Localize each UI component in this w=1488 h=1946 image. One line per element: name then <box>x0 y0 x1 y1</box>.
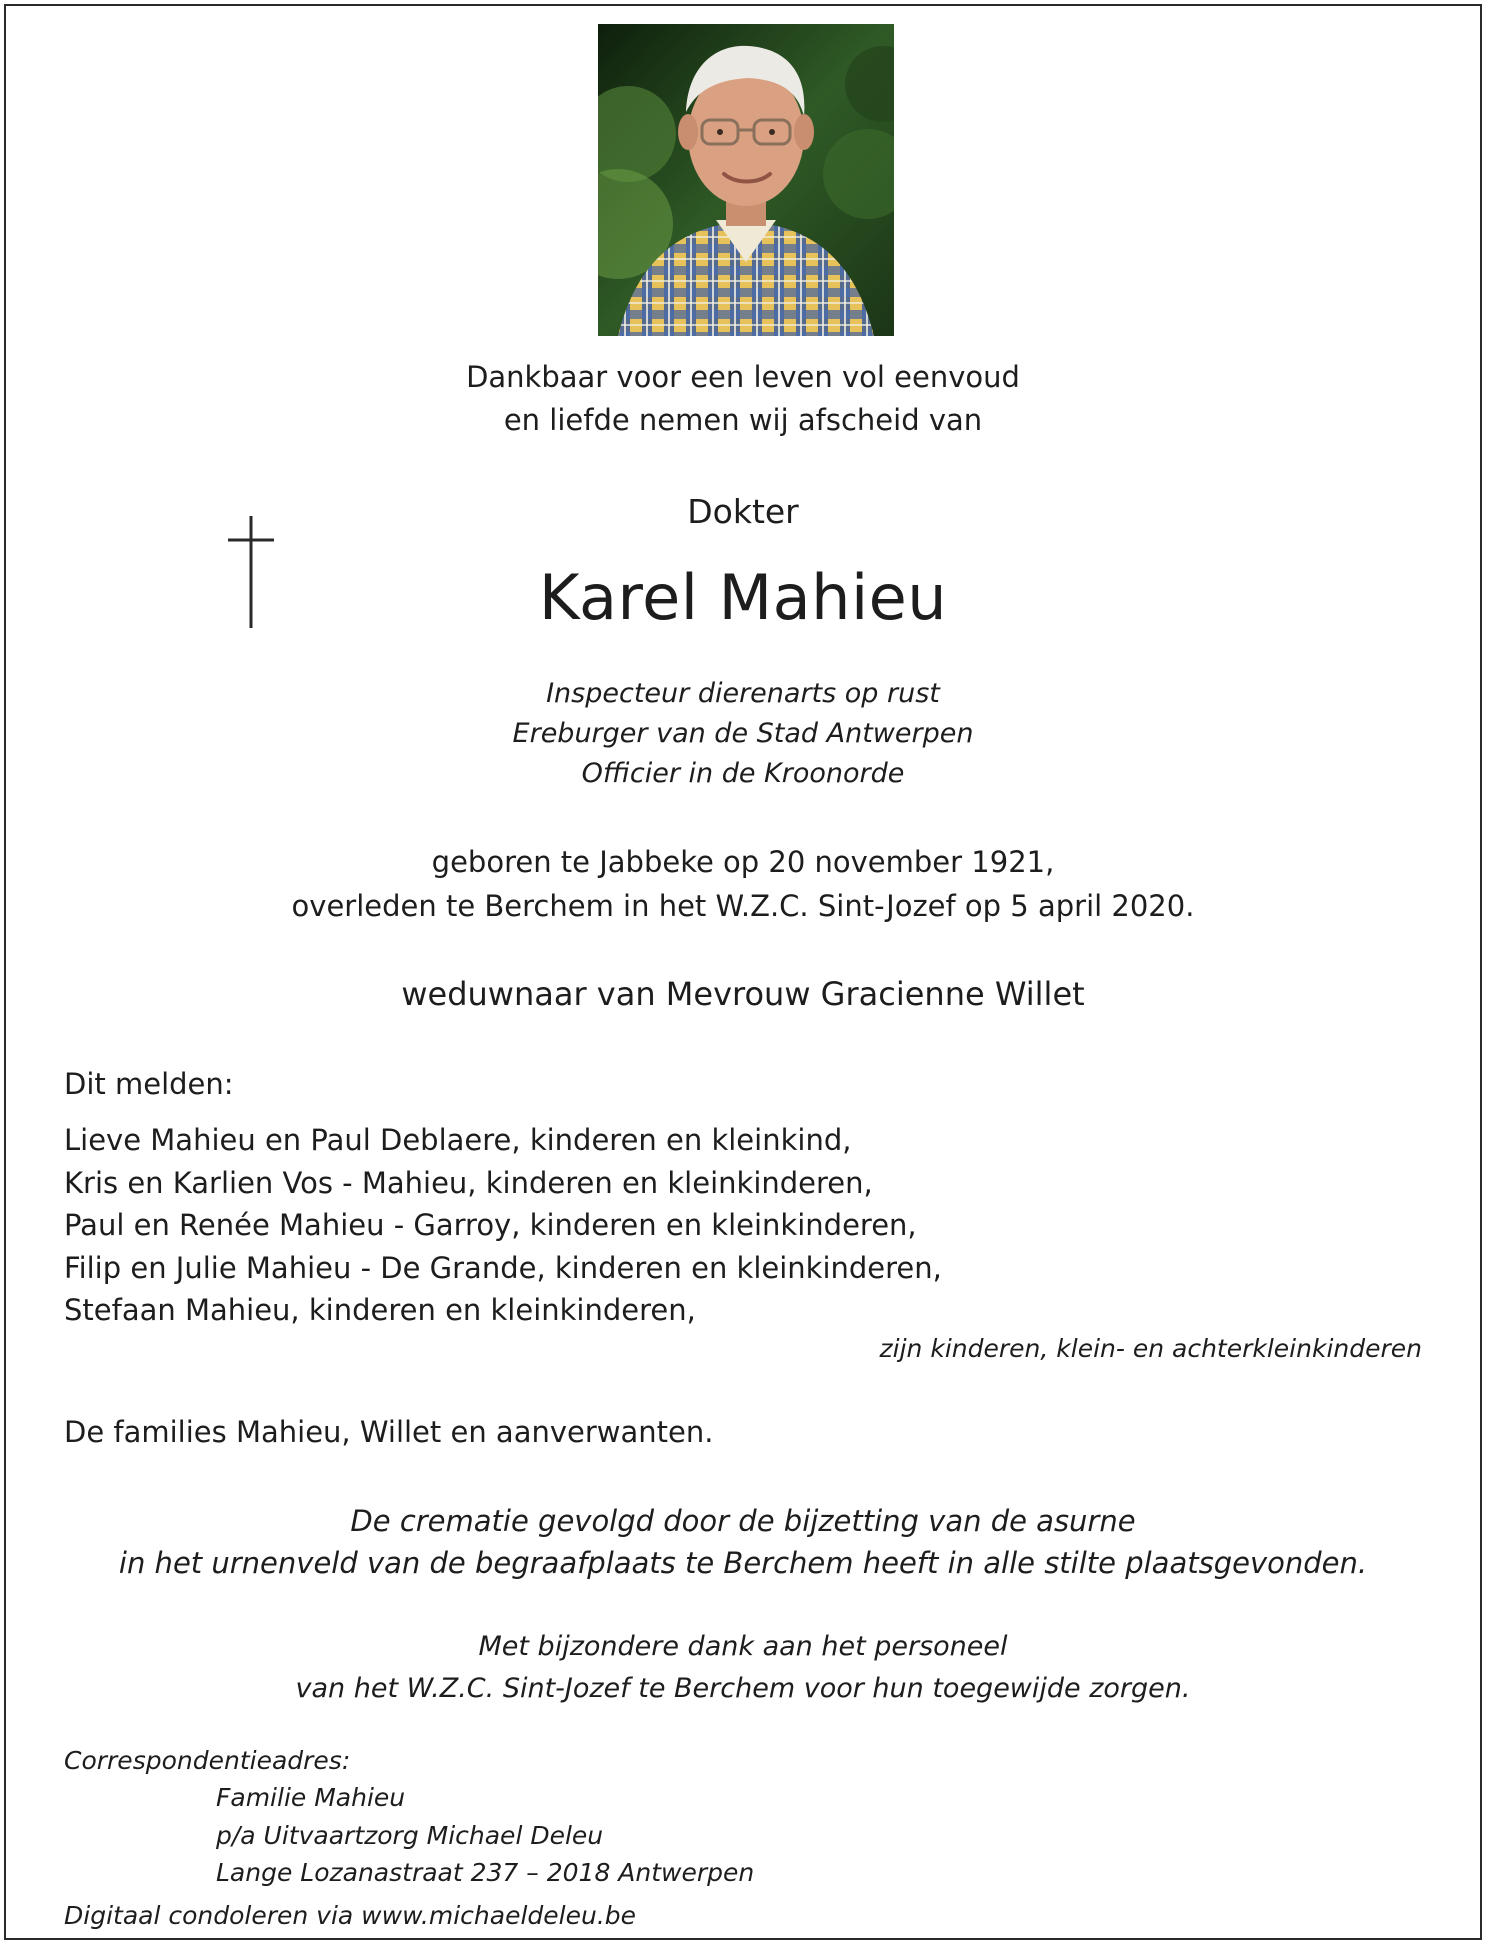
deceased-title: Dokter <box>687 492 799 531</box>
birth-line: geboren te Jabbeke op 20 november 1921, <box>431 845 1055 879</box>
family-line: Filip en Julie Mahieu - De Grande, kinderen en kleinkinderen, <box>64 1250 942 1285</box>
address-line: p/a Uitvaartzorg Michael Deleu <box>216 1820 604 1850</box>
correspondence-label: Correspondentieadres: <box>64 1746 351 1775</box>
extended-families: De families Mahieu, Willet en aanverwanten. <box>64 1415 714 1449</box>
address-line: Lange Lozanastraat 237 – 2018 Antwerpen <box>216 1858 755 1887</box>
address-line: Familie Mahieu <box>216 1783 406 1812</box>
family-line: Kris en Karlien Vos - Mahieu, kinderen en kleinkinderen, <box>64 1165 873 1200</box>
distinction-2: Ereburger van de Stad Antwerpen <box>512 718 974 749</box>
thanks-line-2: van het W.Z.C. Sint-Jozef te Berchem voor hun toegewijde zorgen. <box>295 1673 1191 1704</box>
ceremony-line-1: De crematie gevolgd door de bijzetting van de asurne <box>350 1504 1136 1538</box>
intro-line-2: en liefde nemen wij afscheid van <box>503 403 983 437</box>
obituary-card <box>4 4 1482 1940</box>
thanks-line-1: Met bijzondere dank aan het personeel <box>478 1631 1008 1662</box>
condolence-link-text: Digitaal condoleren via www.michaeldeleu.be <box>64 1901 637 1930</box>
family-line: Lieve Mahieu en Paul Deblaere, kinderen en kleinkind, <box>64 1123 852 1157</box>
deceased-name: Karel Mahieu <box>538 561 948 634</box>
announcement-intro: Dit melden: <box>64 1067 234 1101</box>
correspondence-address <box>216 1779 754 1892</box>
life-dates <box>6 840 1480 928</box>
ceremony-text <box>6 1500 1480 1584</box>
relation-line: zijn kinderen, klein- en achterkleinkinderen <box>879 1334 1422 1363</box>
death-line: overleden te Berchem in het W.Z.C. Sint-Jozef op 5 april 2020. <box>291 889 1195 923</box>
portrait-photo <box>598 24 894 336</box>
intro-text <box>6 356 1480 442</box>
distinction-1: Inspecteur dierenarts op rust <box>546 678 940 709</box>
family-line: Stefaan Mahieu, kinderen en kleinkinderen, <box>64 1293 696 1327</box>
distinctions <box>6 674 1480 794</box>
ceremony-line-2: in het urnenveld van de begraafplaats te Berchem heeft in alle stilte plaatsgevonden. <box>118 1546 1368 1580</box>
family-list <box>64 1119 942 1332</box>
intro-line-1: Dankbaar voor een leven vol eenvoud <box>466 360 1020 394</box>
distinction-3: Officier in de Kroonorde <box>581 758 905 789</box>
widower-line: weduwnaar van Mevrouw Gracienne Willet <box>401 975 1085 1013</box>
thanks-text <box>6 1626 1480 1710</box>
family-line: Paul en Renée Mahieu - Garroy, kinderen en kleinkinderen, <box>64 1208 917 1242</box>
